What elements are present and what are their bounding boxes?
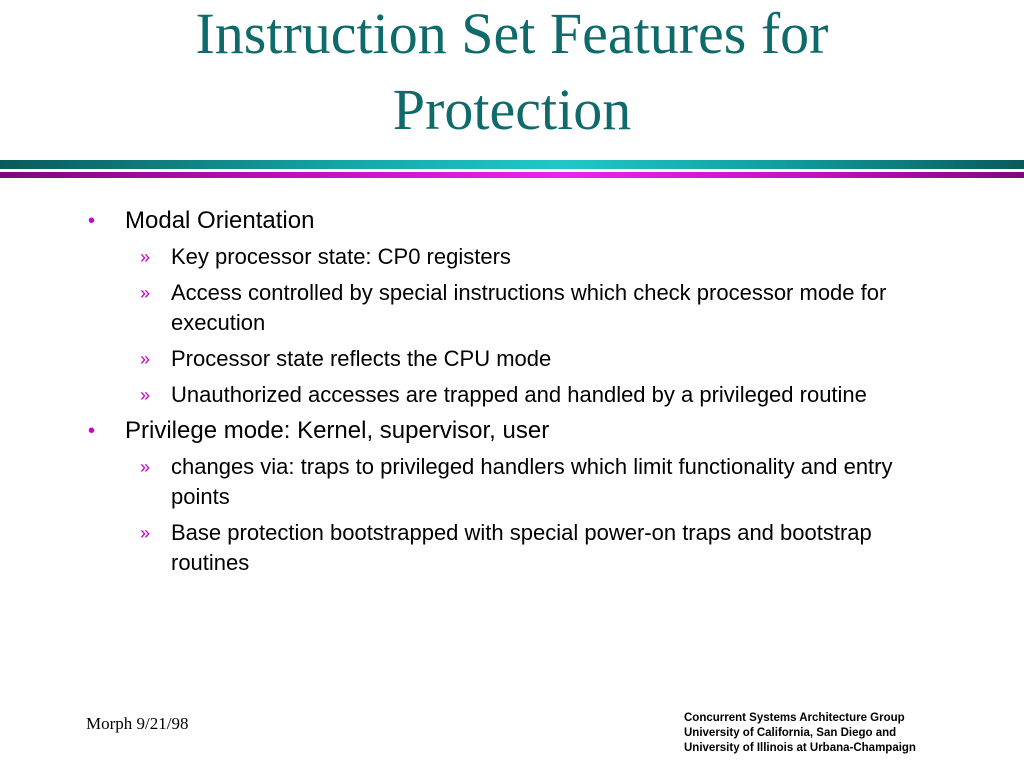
sub-bullet-text: Base protection bootstrapped with special power-on traps and bootstrap routines	[171, 520, 872, 575]
footer-affiliation-line: University of Illinois at Urbana-Champaign	[684, 742, 916, 754]
sub-bullet-item	[0, 278, 1024, 338]
sub-bullet-icon: »	[140, 247, 151, 267]
bullet-text: Modal Orientation	[125, 207, 315, 234]
footer-affiliation-line: Concurrent Systems Architecture Group	[684, 712, 905, 724]
sub-bullet-item	[0, 518, 1024, 578]
slide-title-line-2: Protection	[392, 77, 632, 142]
sub-bullet-text: Access controlled by special instructions which check processor mode for execution	[171, 280, 887, 335]
sub-bullet-item	[0, 344, 1024, 374]
sub-bullet-icon: »	[140, 283, 151, 303]
bullet-text: Privilege mode: Kernel, supervisor, user	[125, 417, 550, 444]
footer-affiliation-line: University of California, San Diego and	[684, 727, 897, 739]
sub-bullet-icon: »	[140, 349, 151, 369]
sub-bullet-text: changes via: traps to privileged handlers which limit functionality and entry points	[171, 454, 893, 509]
sub-bullet-text: Processor state reflects the CPU mode	[171, 346, 552, 371]
sub-bullet-text: Unauthorized accesses are trapped and handled by a privileged routine	[171, 382, 867, 407]
slide-title	[0, 0, 1024, 148]
footer-affiliation	[684, 711, 916, 756]
title-divider-magenta	[0, 172, 1024, 178]
bullet-item	[0, 206, 1024, 236]
sub-bullet-item	[0, 452, 1024, 512]
sub-bullet-text: Key processor state: CP0 registers	[171, 244, 511, 269]
bullet-item	[0, 416, 1024, 446]
bullet-icon: •	[88, 210, 96, 232]
slide-body	[0, 200, 1024, 578]
sub-bullet-item	[0, 380, 1024, 410]
sub-bullet-icon: »	[140, 523, 151, 543]
title-divider-teal	[0, 160, 1024, 169]
footer-date: Morph 9/21/98	[86, 714, 189, 733]
sub-bullet-icon: »	[140, 385, 151, 405]
slide-title-line-1: Instruction Set Features for	[195, 1, 829, 66]
sub-bullet-item	[0, 242, 1024, 272]
sub-bullet-icon: »	[140, 457, 151, 477]
bullet-icon: •	[88, 420, 96, 442]
